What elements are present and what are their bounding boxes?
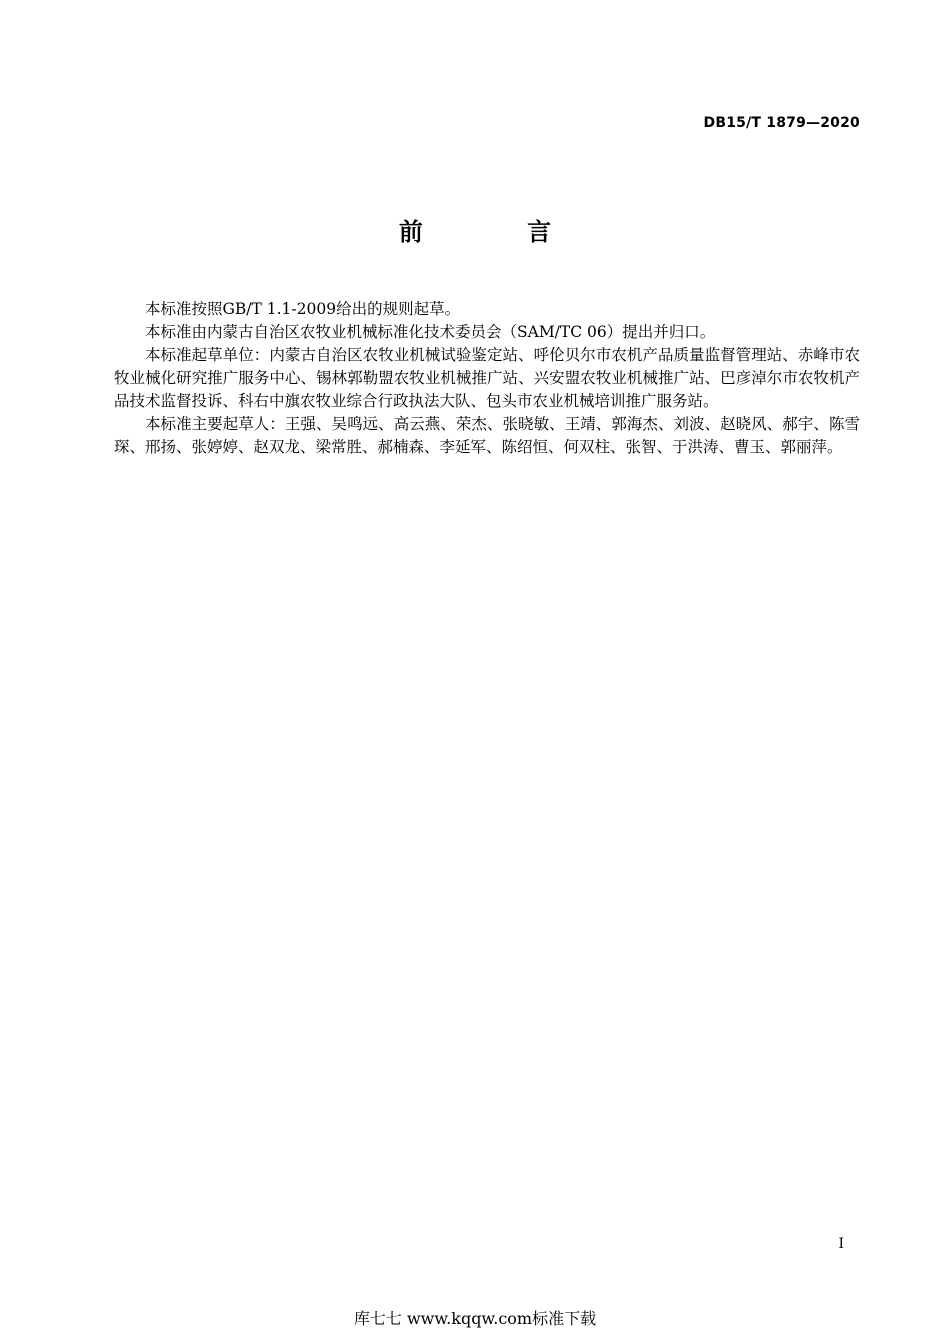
page-number: I [838, 1236, 844, 1252]
footer-watermark: 库七七 www.kqqw.com标准下载 [353, 1309, 597, 1328]
paragraph-drafters: 本标准主要起草人：王强、吴鸣远、高云燕、荣杰、张晓敏、王靖、郭海杰、刘波、赵晓风、郝宇、陈雪琛、邢扬、张婷婷、赵双龙、梁常胜、郝楠森、李延军、陈绍恒、何双柱、张智、于洪涛、曹玉、郭丽萍。 [114, 415, 860, 456]
paragraph-drafting-units: 本标准起草单位：内蒙古自治区农牧业机械试验鉴定站、呼伦贝尔市农机产品质量监督管理站、赤峰市农牧业械化研究推广服务中心、锡林郭勒盟农牧业机械推广站、兴安盟农牧业机械推广站、巴彦淖尔市农牧机产品技术监督投诉、科右中旗农牧业综合行政执法大队、包头市农业机械培训推广服务站。 [114, 346, 860, 410]
standard-code: DB15/T 1879—2020 [703, 115, 860, 131]
page-title: 前 言 [398, 218, 600, 246]
paragraph-proposer: 本标准由内蒙古自治区农牧业机械标准化技术委员会（SAM/TC 06）提出并归口。 [145, 323, 716, 341]
paragraph-drafting-rules: 本标准按照GB/T 1.1-2009给出的规则起草。 [145, 300, 461, 318]
document-body [114, 298, 860, 459]
